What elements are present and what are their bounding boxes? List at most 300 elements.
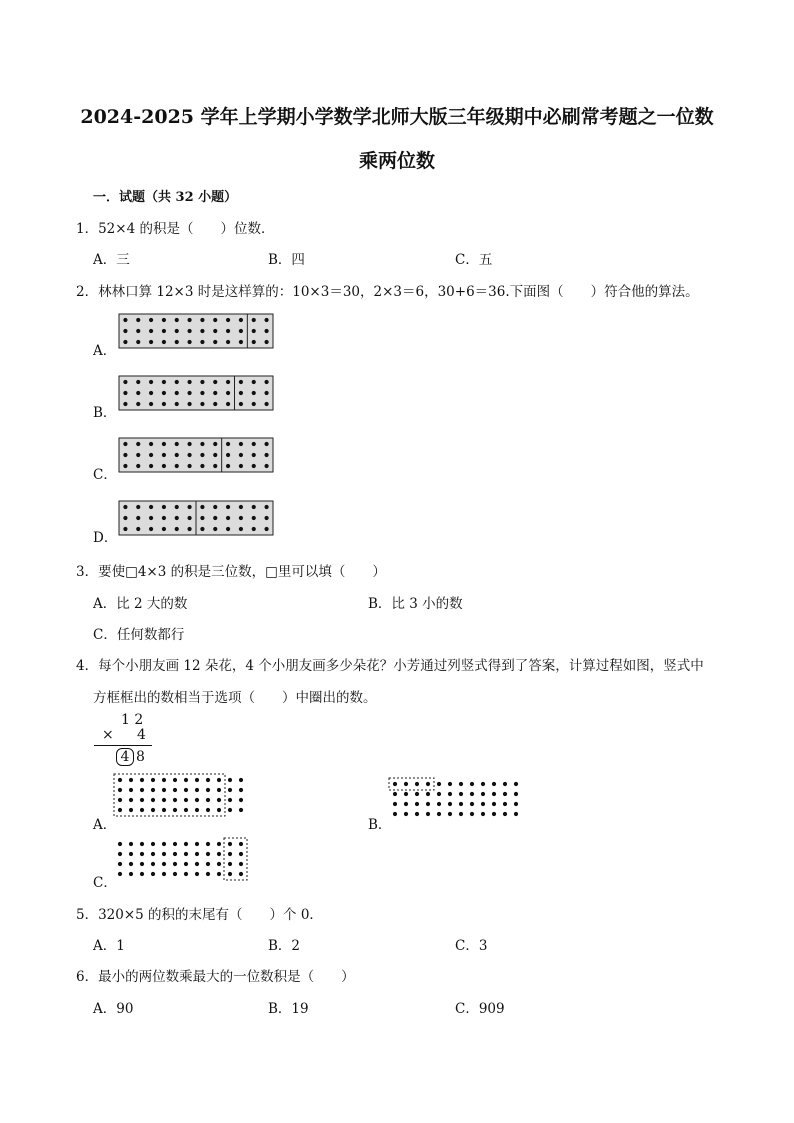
array-dot (118, 842, 122, 846)
array-dot (162, 788, 166, 792)
array-dot (459, 802, 463, 806)
array-dot (437, 792, 441, 796)
grid-dot (162, 402, 166, 406)
grid-dot (123, 453, 127, 457)
grid-dot (213, 464, 217, 468)
grid-dot (213, 453, 217, 457)
grid-dot (226, 527, 230, 531)
grid-dot (187, 402, 191, 406)
grid-dot (239, 527, 243, 531)
grid-dot (264, 402, 268, 406)
grid-dot (136, 391, 140, 395)
grid-dot (187, 464, 191, 468)
grid-dot (226, 340, 230, 344)
array-dot (140, 788, 144, 792)
q2-dot-grid-c (118, 437, 274, 473)
q2-stem: 2．林林口算 12×3 时是这样算的：10×3＝30，2×3＝6，30+6＝36.下面图（ ）符合他的算法。 (76, 284, 699, 300)
grid-dot (239, 464, 243, 468)
array-dot (437, 782, 441, 786)
grid-dot (264, 453, 268, 457)
q6-option-a: A．90 (93, 1001, 134, 1017)
grid-dot (226, 516, 230, 520)
array-dot (173, 852, 177, 856)
grid-dot (252, 464, 256, 468)
grid-dot (162, 505, 166, 509)
grid-dot (149, 340, 153, 344)
grid-dot (252, 380, 256, 384)
array-dot (173, 788, 177, 792)
grid-dot (264, 318, 268, 322)
array-dot (118, 778, 122, 782)
grid-dot (175, 340, 179, 344)
q2-option-a-label: A． (93, 343, 117, 359)
grid-dot (123, 391, 127, 395)
array-dot (151, 862, 155, 866)
grid-dot (252, 402, 256, 406)
grid-dot (213, 340, 217, 344)
q4-dot-array-a (115, 773, 250, 823)
q5-stem: 5．320×5 的积的末尾有（ ）个 0． (76, 907, 323, 923)
grid-dot (123, 527, 127, 531)
array-dot (206, 808, 210, 812)
array-dot (217, 798, 221, 802)
array-dot (184, 842, 188, 846)
grid-dot (264, 516, 268, 520)
grid-frame (119, 438, 273, 472)
array-dot (118, 798, 122, 802)
grid-dot (252, 453, 256, 457)
grid-dot (200, 453, 204, 457)
array-dot (481, 792, 485, 796)
array-dot (228, 778, 232, 782)
q5-option-b: B．2 (268, 938, 301, 954)
grid-dot (213, 402, 217, 406)
title-line-1: 2024-2025 学年上学期小学数学北师大版三年级期中必刷常考题之一位数 (80, 106, 714, 128)
array-dot (217, 872, 221, 876)
grid-dot (200, 527, 204, 531)
grid-dot (162, 340, 166, 344)
grid-dot (213, 516, 217, 520)
array-dot (129, 808, 133, 812)
dashed-highlight-box (224, 838, 247, 880)
array-dot (426, 792, 430, 796)
array-dot (140, 872, 144, 876)
grid-dot (136, 380, 140, 384)
array-dot (140, 852, 144, 856)
grid-dot (162, 380, 166, 384)
array-dot (228, 852, 232, 856)
grid-dot (200, 442, 204, 446)
grid-dot (239, 505, 243, 509)
grid-dot (200, 464, 204, 468)
array-dot (437, 812, 441, 816)
q3-option-b: B．比 3 小的数 (368, 596, 463, 612)
q3-option-a: A．比 2 大的数 (93, 596, 188, 612)
q6-stem: 6．最小的两位数乘最大的一位数积是（ ） (76, 969, 355, 985)
q2-option-c-label: C． (93, 467, 117, 483)
array-dot (140, 778, 144, 782)
q4-stem-line-2: 方框框出的数相当于选项（ ）中圈出的数。 (93, 690, 377, 706)
grid-dot (252, 318, 256, 322)
grid-dot (213, 318, 217, 322)
q1-option-b: B．四 (268, 252, 305, 268)
grid-dot (162, 464, 166, 468)
grid-dot (239, 516, 243, 520)
grid-dot (123, 442, 127, 446)
array-dot (162, 798, 166, 802)
q4-option-b-label: B． (368, 817, 392, 833)
array-dot (206, 778, 210, 782)
array-dot (217, 862, 221, 866)
grid-dot (213, 391, 217, 395)
grid-dot (149, 453, 153, 457)
array-dot (140, 798, 144, 802)
grid-dot (175, 318, 179, 322)
array-dot (503, 812, 507, 816)
array-dot (437, 802, 441, 806)
grid-dot (252, 329, 256, 333)
array-dot (459, 782, 463, 786)
array-dot (184, 798, 188, 802)
grid-dot (162, 318, 166, 322)
grid-dot (187, 340, 191, 344)
array-dot (426, 812, 430, 816)
grid-dot (123, 318, 127, 322)
array-dot (184, 862, 188, 866)
array-dot (481, 782, 485, 786)
grid-dot (226, 442, 230, 446)
array-dot (129, 788, 133, 792)
array-dot (162, 808, 166, 812)
array-dot (228, 798, 232, 802)
array-dot (492, 792, 496, 796)
array-dot (492, 802, 496, 806)
array-dot (151, 798, 155, 802)
grid-dot (149, 442, 153, 446)
grid-dot (175, 505, 179, 509)
array-dot (393, 802, 397, 806)
array-dot (404, 792, 408, 796)
grid-dot (136, 442, 140, 446)
array-dot (426, 782, 430, 786)
array-dot (481, 812, 485, 816)
array-dot (470, 792, 474, 796)
grid-dot (213, 505, 217, 509)
grid-dot (213, 442, 217, 446)
grid-dot (175, 527, 179, 531)
grid-dot (136, 527, 140, 531)
grid-dot (162, 453, 166, 457)
array-dot (118, 852, 122, 856)
array-dot (173, 798, 177, 802)
array-dot (118, 862, 122, 866)
array-dot (415, 802, 419, 806)
array-dot (404, 812, 408, 816)
array-dot (162, 862, 166, 866)
q4-option-a-label: A． (93, 817, 117, 833)
array-dot (481, 802, 485, 806)
calc-result-digit: 8 (136, 749, 145, 765)
q6-option-b: B．19 (268, 1001, 309, 1017)
q1-option-a: A．三 (93, 252, 130, 268)
array-dot (459, 792, 463, 796)
grid-dot (239, 442, 243, 446)
array-dot (118, 808, 122, 812)
grid-dot (200, 402, 204, 406)
grid-dot (200, 391, 204, 395)
array-dot (195, 872, 199, 876)
grid-dot (149, 318, 153, 322)
array-dot (239, 872, 243, 876)
grid-dot (187, 505, 191, 509)
q2-dot-grid-a (118, 313, 274, 349)
section-heading: 一．试题（共 32 小题） (93, 190, 238, 205)
grid-dot (162, 516, 166, 520)
grid-dot (175, 453, 179, 457)
array-dot (492, 812, 496, 816)
q1-option-c: C．五 (455, 252, 493, 268)
q4-dot-array-b (390, 777, 525, 827)
grid-dot (123, 516, 127, 520)
array-dot (228, 872, 232, 876)
grid-dot (136, 453, 140, 457)
array-dot (239, 778, 243, 782)
grid-dot (187, 516, 191, 520)
grid-dot (187, 391, 191, 395)
array-dot (140, 862, 144, 866)
array-dot (448, 802, 452, 806)
array-dot (470, 812, 474, 816)
array-dot (184, 852, 188, 856)
grid-dot (136, 329, 140, 333)
array-dot (195, 842, 199, 846)
grid-dot (213, 527, 217, 531)
array-dot (228, 788, 232, 792)
array-dot (184, 808, 188, 812)
array-dot (129, 842, 133, 846)
array-dot (415, 782, 419, 786)
grid-dot (175, 402, 179, 406)
array-dot (393, 782, 397, 786)
array-dot (173, 778, 177, 782)
grid-dot (239, 380, 243, 384)
grid-dot (162, 329, 166, 333)
q6-option-c: C．909 (455, 1001, 505, 1017)
grid-dot (264, 329, 268, 333)
array-dot (195, 788, 199, 792)
array-dot (129, 798, 133, 802)
array-dot (140, 808, 144, 812)
array-dot (184, 788, 188, 792)
array-dot (184, 872, 188, 876)
array-dot (151, 788, 155, 792)
grid-dot (175, 464, 179, 468)
grid-dot (175, 516, 179, 520)
array-dot (151, 808, 155, 812)
array-dot (151, 842, 155, 846)
array-dot (239, 842, 243, 846)
grid-dot (200, 340, 204, 344)
grid-dot (187, 453, 191, 457)
array-dot (404, 782, 408, 786)
grid-dot (239, 318, 243, 322)
grid-dot (187, 329, 191, 333)
grid-dot (187, 318, 191, 322)
grid-dot (213, 329, 217, 333)
grid-dot (149, 505, 153, 509)
array-dot (503, 792, 507, 796)
array-dot (415, 792, 419, 796)
q2-option-b-label: B． (93, 405, 117, 421)
grid-dot (187, 442, 191, 446)
array-dot (195, 808, 199, 812)
array-dot (415, 812, 419, 816)
q3-stem: 3．要使□4×3 的积是三位数，□里可以填（ ） (76, 564, 386, 580)
grid-dot (264, 505, 268, 509)
array-dot (206, 872, 210, 876)
grid-dot (213, 380, 217, 384)
grid-dot (123, 505, 127, 509)
grid-dot (149, 516, 153, 520)
grid-dot (149, 380, 153, 384)
grid-dot (252, 442, 256, 446)
grid-dot (226, 380, 230, 384)
grid-dot (239, 340, 243, 344)
grid-dot (264, 380, 268, 384)
array-dot (206, 862, 210, 866)
array-dot (151, 852, 155, 856)
grid-dot (149, 329, 153, 333)
grid-dot (136, 505, 140, 509)
array-dot (503, 802, 507, 806)
array-dot (514, 782, 518, 786)
grid-dot (136, 464, 140, 468)
q2-option-d-label: D． (93, 530, 118, 546)
array-dot (393, 812, 397, 816)
array-dot (206, 842, 210, 846)
grid-dot (200, 318, 204, 322)
array-dot (129, 778, 133, 782)
array-dot (514, 792, 518, 796)
q5-option-a: A．1 (93, 938, 125, 954)
array-dot (129, 862, 133, 866)
array-dot (239, 808, 243, 812)
array-dot (217, 808, 221, 812)
grid-frame (119, 314, 273, 348)
grid-dot (123, 329, 127, 333)
grid-dot (149, 402, 153, 406)
grid-dot (226, 318, 230, 322)
grid-dot (175, 329, 179, 333)
array-dot (151, 778, 155, 782)
grid-dot (252, 391, 256, 395)
q4-dot-array-c (115, 837, 250, 887)
array-dot (404, 802, 408, 806)
grid-dot (149, 464, 153, 468)
grid-dot (136, 340, 140, 344)
array-dot (239, 788, 243, 792)
grid-frame (119, 376, 273, 410)
array-dot (206, 798, 210, 802)
grid-dot (264, 391, 268, 395)
array-dot (162, 778, 166, 782)
array-dot (173, 862, 177, 866)
array-dot (448, 812, 452, 816)
grid-dot (162, 391, 166, 395)
array-dot (151, 872, 155, 876)
grid-dot (226, 464, 230, 468)
array-dot (459, 812, 463, 816)
grid-dot (162, 442, 166, 446)
array-dot (503, 782, 507, 786)
grid-dot (226, 329, 230, 333)
array-dot (184, 778, 188, 782)
array-dot (393, 792, 397, 796)
q4-vertical-calc (94, 710, 154, 766)
grid-dot (149, 527, 153, 531)
grid-dot (226, 402, 230, 406)
q2-dot-grid-b (118, 375, 274, 411)
array-dot (173, 842, 177, 846)
grid-dot (252, 516, 256, 520)
grid-dot (200, 380, 204, 384)
grid-dot (252, 527, 256, 531)
array-dot (195, 778, 199, 782)
array-dot (195, 862, 199, 866)
array-dot (195, 798, 199, 802)
array-dot (239, 852, 243, 856)
calc-multiplier: 4 (137, 727, 146, 743)
calc-rule-line (94, 745, 152, 746)
grid-dot (187, 380, 191, 384)
grid-dot (123, 380, 127, 384)
grid-dot (264, 464, 268, 468)
array-dot (195, 852, 199, 856)
grid-dot (149, 391, 153, 395)
grid-dot (123, 402, 127, 406)
array-dot (217, 778, 221, 782)
grid-dot (123, 340, 127, 344)
array-dot (470, 802, 474, 806)
array-dot (206, 788, 210, 792)
array-dot (228, 808, 232, 812)
grid-dot (239, 453, 243, 457)
array-dot (206, 852, 210, 856)
grid-dot (136, 318, 140, 322)
array-dot (492, 782, 496, 786)
array-dot (239, 862, 243, 866)
array-dot (162, 872, 166, 876)
grid-dot (187, 527, 191, 531)
array-dot (140, 842, 144, 846)
q4-option-c-label: C． (93, 875, 117, 891)
grid-dot (226, 453, 230, 457)
grid-dot (226, 391, 230, 395)
q3-option-c: C．任何数都行 (93, 627, 185, 643)
grid-dot (200, 516, 204, 520)
grid-dot (239, 329, 243, 333)
array-dot (514, 802, 518, 806)
grid-dot (136, 516, 140, 520)
array-dot (217, 842, 221, 846)
array-dot (162, 852, 166, 856)
calc-times-sign: × (102, 727, 114, 743)
title-line-2: 乘两位数 (358, 150, 435, 172)
array-dot (239, 798, 243, 802)
grid-dot (252, 505, 256, 509)
array-dot (118, 872, 122, 876)
array-dot (118, 788, 122, 792)
